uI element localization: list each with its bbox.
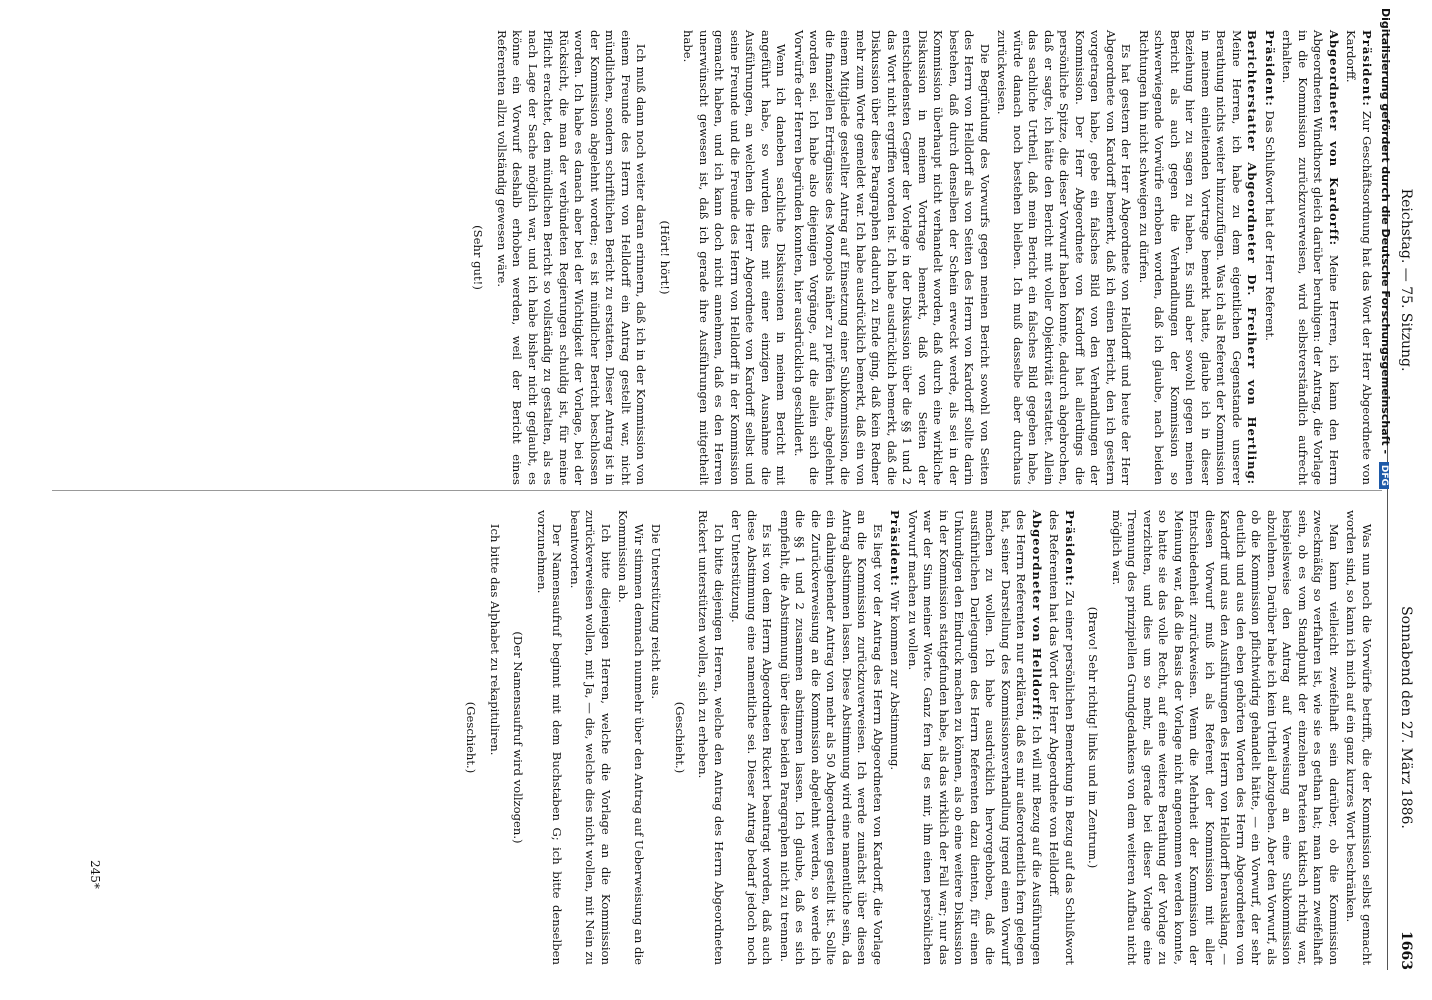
paragraph-text: Ich bitte diejenigen Herren, welche den Antrag des Herrn Abgeordneten Rickert unterstützen wollen, sich zu erheben.: [696, 510, 726, 965]
paragraph-text: Was nun noch die Vorwürfe betrifft, die der Kommission selbst gemacht worden sind, so kann ich mich auf ein ganz kurzes Wort beschränken.: [1344, 510, 1374, 965]
paragraph-text: Wenn ich daneben sachliche Diskussionen in meinem Bericht mit angeführt habe, so wurden dies mit einer einzigen Ausnahme die Ausführungen, an welchen die Herr Abgeordnete von Kardorff selbst und seine Freunde und die Freunde des Herrn von Helldorff in der Kommission gemacht haben, und ich kann doch nicht annehmen, daß es den Herren unerwünscht gewesen ist, daß ich gerade ihre Ausführungen mitgetheilt habe.: [681, 30, 789, 485]
rotated-page-content: [32, 0, 1432, 1000]
left-column: [462, 30, 1374, 485]
paragraph-text: Zu einer persönlichen Bemerkung in Bezug auf das Schlußwort des Referenten hat das Wort der Herr Abgeordnete von Helldorff.: [1047, 510, 1077, 965]
paragraph: [534, 510, 565, 965]
paragraph: [648, 510, 664, 965]
paragraph: [1136, 30, 1260, 485]
speaker-name: Abgeordneter von Helldorff:: [1030, 510, 1044, 722]
paragraph: [695, 510, 726, 965]
right-column: [455, 510, 1374, 965]
speaker-name: Berichterstatter Abgeordneter Dr. Freiherr von Hertling:: [1245, 30, 1260, 485]
paragraph: [905, 510, 1045, 965]
interjection: (Geschieht.): [673, 701, 687, 774]
paragraph: [487, 510, 503, 965]
header-left-title: Reichstag. — 75. Sitzung.: [1398, 188, 1414, 372]
paragraph-text: Man kann vielleicht zweifelhaft sein darüber, ob die Kommission zweckmäßig so verfahren ist, wie sie es gethan hat; man kann zweifelhaft sein, ob es vom Standpunkt der einzelnen Parteien taktisch richtig war, beispielsweise den Antrag auf Verweisung an eine Subkommission abzulehnen. Darüber habe ich kein Urtheil abzugeben. Aber den Vorwurf, als ob die Kommission pflichtwidrig gehandelt hätte, — ein Vorwurf, der sehr deutlich und aus den eben gehörten Worten des Herrn Abgeordneten von Kardorff und aus den Ausführungen des Herrn von Helldorff herausklang, — diesen Vorwurf muß ich als Referent der Kommission mit aller Entschiedenheit zurückweisen. Wenn die Mehrheit der Kommission der Meinung war, daß die Basis der Vorlage nicht angenommen werden konnte, so hatte sie das volle Recht, auf eine weitere Berathung der Vorlage zu verzichten, und dies um so mehr, als gerade bei dieser Vorlage eine Trennung des prinzipiellen Grundgedankens von dem weiteren Aufbau nicht möglich war.: [1110, 510, 1341, 965]
paragraph: [887, 510, 903, 965]
header-left: [1390, 30, 1414, 490]
paragraph: [777, 510, 886, 965]
paragraph: [1109, 510, 1342, 965]
paragraph: [680, 30, 789, 485]
interjection: (Hört! hört!): [658, 220, 672, 295]
digitization-note: [1362, 8, 1392, 1000]
paragraph-text: Die Begründung des Vorwurfs gegen meinen Bericht sowohl von Seiten des Herrn von Helldorff als von Seiten des Herrn von Kardorff sollte darin bestehen, daß durch denselben der Schein erweckt werde, als sei in der Kommission überhaupt nicht verhandelt worden, daß durch eine wirkliche Diskussion in meinem Vortrage bemerkt, daß von Seiten der entschiedensten Gegner der Vorlage in der Diskussion über die §§ 1 und 2 das Wort nicht ergriffen worden ist. Ich habe ausdrücklich bemerkt, daß die Diskussion über diese Paragraphen dadurch zu Ende ging, daß kein Redner mehr zum Worte gemeldet war. Ich habe ausdrücklich bemerkt, daß ein von einem Mitgliede gestellter Antrag auf Einsetzung einer Subkommission, die die finanziellen Erträgnisse des Monopols näher zu prüfen hätte, abgelehnt worden sei. Ich habe also diejenigen Vorgänge, auf die allein sich die Vorwürfe der Herren begründen konnten, hier ausdrücklich geschildert.: [792, 30, 992, 485]
speaker-name: Präsident:: [1063, 510, 1077, 587]
paragraph: [1046, 510, 1077, 965]
paragraph-text: Es liegt vor der Antrag des Herrn Abgeordneten von Kardorff, die Vorlage an die Kommission zurückzuverweisen. Ich werde zunächst über diesen Antrag abstimmen lassen. Diese Abstimmung wird eine namentliche sein, da ein dahingehender Antrag von mehr als 50 Abgeordneten gestellt ist. Sollte die Zurückverweisung an die Kommission abgelehnt werden, so werde ich die §§ 1 und 2 zusammen abstimmen lassen. Ich glaube, daß es sich empfiehlt, die Abstimmung über diese beiden Paragraphen nicht zu trennen.: [778, 510, 885, 965]
header-right: [1390, 505, 1414, 970]
paragraph-text: Meine Herren, ich kann den Herrn Abgeordneten Windthorst gleich darüber beruhigen: der Antrag, die Vorlage in die Kommission zurückzuverweisen, wird selbstverständlich aufrecht erhalten.: [1280, 30, 1341, 485]
dfg-logo: DFG: [1379, 462, 1389, 489]
paragraph: [615, 510, 646, 965]
paragraph-text: Ich bitte das Alphabet zu rekapituliren.: [488, 523, 502, 756]
speaker-name: Präsident:: [888, 510, 903, 587]
footer-signature: 245*: [88, 860, 102, 889]
page-number: 1663: [1398, 931, 1414, 970]
column-divider: [52, 490, 1382, 491]
paragraph: [1279, 30, 1341, 485]
paragraph: [791, 30, 993, 485]
paragraph-text: Es hat gestern der Herr Abgeordnete von Helldorff und heute der Herr Abgeordnete von Kardorff bemerkt, daß ich einen Bericht, den ich gestern vorgetragen habe, gebe ein falsches Bild von den Verhandlungen der Kommission. Der Herr Abgeordnete von Kardorff hat allerdings die persönliche Spitze, die dieser Vorwurf haben konnte, dadurch abgebrochen, daß er sagte, ich hätte den Bericht mit voller Objektivität erstattet. Allein das sachliche Urtheil, daß mein Bericht ein falsches Bild gegeben habe, würde danach noch bestehen bleiben. Ich muß dasselbe aber durchaus zurückweisen.: [995, 30, 1134, 485]
paragraph-text: Wir stimmen demnach nunmehr über den Antrag auf Ueberweisung an die Kommission ab.: [616, 510, 646, 965]
interjection: (Der Namensaufruf wird vollzogen.): [511, 631, 526, 844]
paragraph-text: Der Namensaufruf beginnt mit dem Buchstaben G; ich bitte denselben vorzunehmen.: [535, 510, 565, 965]
interjection: (Geschieht.): [464, 701, 479, 774]
interjection: (Sehr gut!): [471, 225, 486, 290]
paragraph-text: Es ist von dem Herrn Abgeordneten Rickert beantragt worden, daß auch diese Abstimmung eine namentliche sei. Dieser Antrag bedarf jedoch noch der Unterstützung.: [729, 510, 775, 965]
paragraph: [567, 510, 614, 965]
paragraph: [994, 30, 1134, 485]
speaker-name: Präsident:: [1263, 30, 1277, 107]
paragraph-text: Zur Geschäftsordnung hat das Wort der Herr Abgeordnete von Kardorff.: [1344, 30, 1374, 485]
paragraph-text: Ich will mit Bezug auf die Ausführungen des Herrn Referenten nur erklären, daß es mir außerordentlich fern gelegen hat, seiner Darstellung des Kommissionsverhandlung irgend einen Vorwurf machen zu wollen. Ich habe ausdrücklich hervorgehoben, daß die ausführlichen Darlegungen des Herrn Referenten dazu dienten, für einen Unkundigen den Eindruck machen zu können, als ob eine weitere Diskussion in der Kommission stattgefunden habe, als das wirklich der Fall war; nur das war der Sinn meiner Worte. Ganz fern lag es mir, ihm einen persönlichen Vorwurf machen zu wollen.: [906, 510, 1044, 965]
paragraph-text: Ich bitte diejenigen Herren, welche die Vorlage an die Kommission zurückverweisen wollen, mit Ja, — die, welche dies nicht wollen, mit Nein zu beantworten.: [568, 510, 613, 965]
paragraph-text: Wir kommen zur Abstimmung.: [888, 590, 903, 771]
interjection: (Bravo! Sehr richtig! links und im Zentrum.): [1086, 606, 1101, 869]
digitization-text: Digitalisierung gefördert durch die Deutsche Forschungsgemeinschaft -: [1379, 8, 1392, 455]
speaker-name: Präsident:: [1360, 30, 1374, 107]
paragraph-text: Die Unterstützung reicht aus.: [649, 523, 664, 700]
speaker-name: Abgeordneter von Kardorff:: [1327, 30, 1341, 247]
paragraph-text: Ich muß dann noch weiter daran erinnern, daß ich in der Kommission von einem Freunde des Herrn von Helldorff ein Antrag gestellt war, nicht mündlichen, sondern schriftlichen Bericht zu erstatten. Dieser Antrag ist in der Kommission abgelehnt worden; es ist mündlicher Bericht beschlossen worden. Ich habe es danach aber bei der Wichtigkeit der Vorlage, bei der Rücksicht, die man der verbündeten Regierungen schuldig ist, für meine Pflicht erachtet, den mündlichen Bericht so vollständig zu gestalten, als es nach Lage der Sache möglich war, und ich habe bisher nicht geglaubt, es könne ein Vorwurf deshalb erhoben werden, weil der Bericht eines Referenten allzu vollständig gewesen wäre.: [495, 30, 649, 485]
paragraph: [728, 510, 775, 965]
paragraph-text: Das Schlußwort hat der Herr Referent.: [1263, 110, 1277, 341]
paragraph-text: Meine Herren, ich habe zu dem eigentlichen Gegenstande unserer Berathung nichts weiter hinzuzufügen. Was ich als Referent der Kommission in meinem einleitenden Vortrage bemerkt hatte, glaube ich in dieser Beziehung hier zu sagen zu haben. Es sind aber sowohl gegen meinen Bericht als auch gegen die Verhandlungen der Kommission so schwerwiegende Vorwürfe erhoben worden, daß ich glaube, nach beiden Richtungen hin nicht schweigen zu dürfen.: [1137, 30, 1244, 485]
paragraph: [494, 30, 649, 485]
paragraph: [1262, 30, 1278, 485]
header-right-title: Sonnabend den 27. März 1886.: [1398, 606, 1414, 829]
